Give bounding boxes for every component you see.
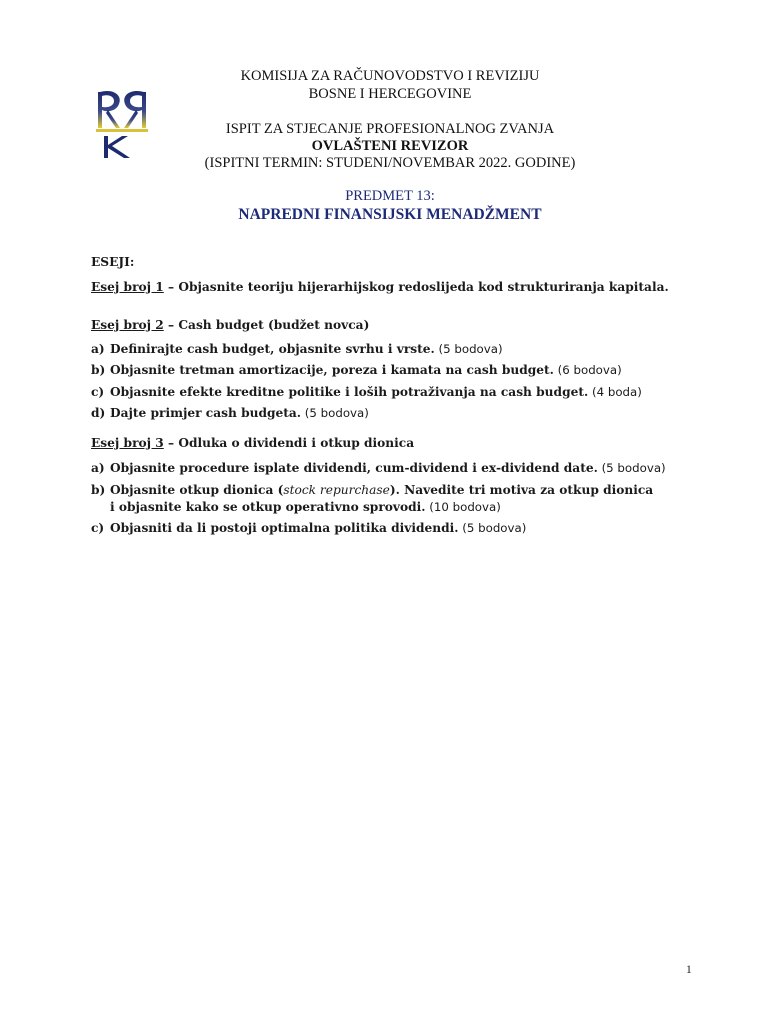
item-marker: b) <box>91 363 106 377</box>
item-marker: a) <box>91 342 105 356</box>
essay-1-label: Esej broj 1 <box>91 280 164 294</box>
item-text-after: ). Navedite tri motiva za otkup dionica i objasnite kako se otkup operativno sprovodi. <box>110 483 654 514</box>
essay-2-item-b <box>91 362 691 379</box>
essay-2-label: Esej broj 2 <box>91 318 164 332</box>
subject-number: PREDMET 13: <box>345 188 435 204</box>
item-points: (5 bodova) <box>301 406 369 420</box>
essay-2-item-c <box>91 384 691 401</box>
header-exam: ISPIT ZA STJECANJE PROFESIONALNOG ZVANJA <box>225 121 555 137</box>
essay-3-text: – Odluka o dividendi i otkup dionica <box>163 436 415 450</box>
essay-3 <box>91 435 691 452</box>
item-text: Objasnite procedure isplate dividendi, cum-dividend i ex-dividend date. <box>110 461 598 475</box>
commission-logo <box>94 88 150 160</box>
essay-1-text: – Objasnite teoriju hijerarhijskog redoslijeda kod strukturiranja kapitala. <box>163 280 669 294</box>
essay-3-item-b <box>91 482 661 516</box>
item-text-italic: stock repurchase <box>283 483 390 497</box>
essay-3-item-c <box>91 520 691 537</box>
item-marker: c) <box>91 521 105 535</box>
item-text: Objasnite efekte kreditne politike i loših potraživanja na cash budget. <box>110 385 589 399</box>
item-text: Dajte primjer cash budgeta. <box>110 406 302 420</box>
subject-name: NAPREDNI FINANSIJSKI MENADŽMENT <box>238 206 542 223</box>
item-points: (5 bodova) <box>458 521 527 535</box>
essay-1 <box>91 279 691 296</box>
item-points: (5 bodova) <box>597 461 666 475</box>
essay-2-text: – Cash budget (budžet novca) <box>163 318 370 332</box>
item-text: Objasniti da li postoji optimalna politika dividendi. <box>110 521 459 535</box>
item-points: (6 bodova) <box>553 363 622 377</box>
item-points: (10 bodova) <box>425 500 501 514</box>
item-text: Objasnite tretman amortizacije, poreza i kamata na cash budget. <box>110 363 554 377</box>
essay-2-item-a <box>91 341 691 358</box>
essay-3-item-a <box>91 460 691 477</box>
item-marker: d) <box>91 406 106 420</box>
item-points: (4 boda) <box>588 385 642 399</box>
item-marker: a) <box>91 461 105 475</box>
essay-2 <box>91 317 691 334</box>
header-title: OVLAŠTENI REVIZOR <box>311 138 469 154</box>
header-term: (ISPITNI TERMIN: STUDENI/NOVEMBAR 2022. GODINE) <box>204 155 576 171</box>
header-commission: KOMISIJA ZA RAČUNOVODSTVO I REVIZIJU <box>240 68 540 84</box>
section-title: ESEJI: <box>91 255 135 269</box>
header-country: BOSNE I HERCEGOVINE <box>308 86 472 102</box>
item-text-before: Objasnite otkup dionica ( <box>110 483 284 497</box>
page-number: 1 <box>686 964 692 976</box>
essay-3-label: Esej broj 3 <box>91 436 164 450</box>
item-text: Definirajte cash budget, objasnite svrhu i vrste. <box>110 342 435 356</box>
item-points: (5 bodova) <box>434 342 503 356</box>
essay-2-item-d <box>91 405 691 422</box>
item-marker: c) <box>91 385 105 399</box>
item-marker: b) <box>91 483 106 497</box>
